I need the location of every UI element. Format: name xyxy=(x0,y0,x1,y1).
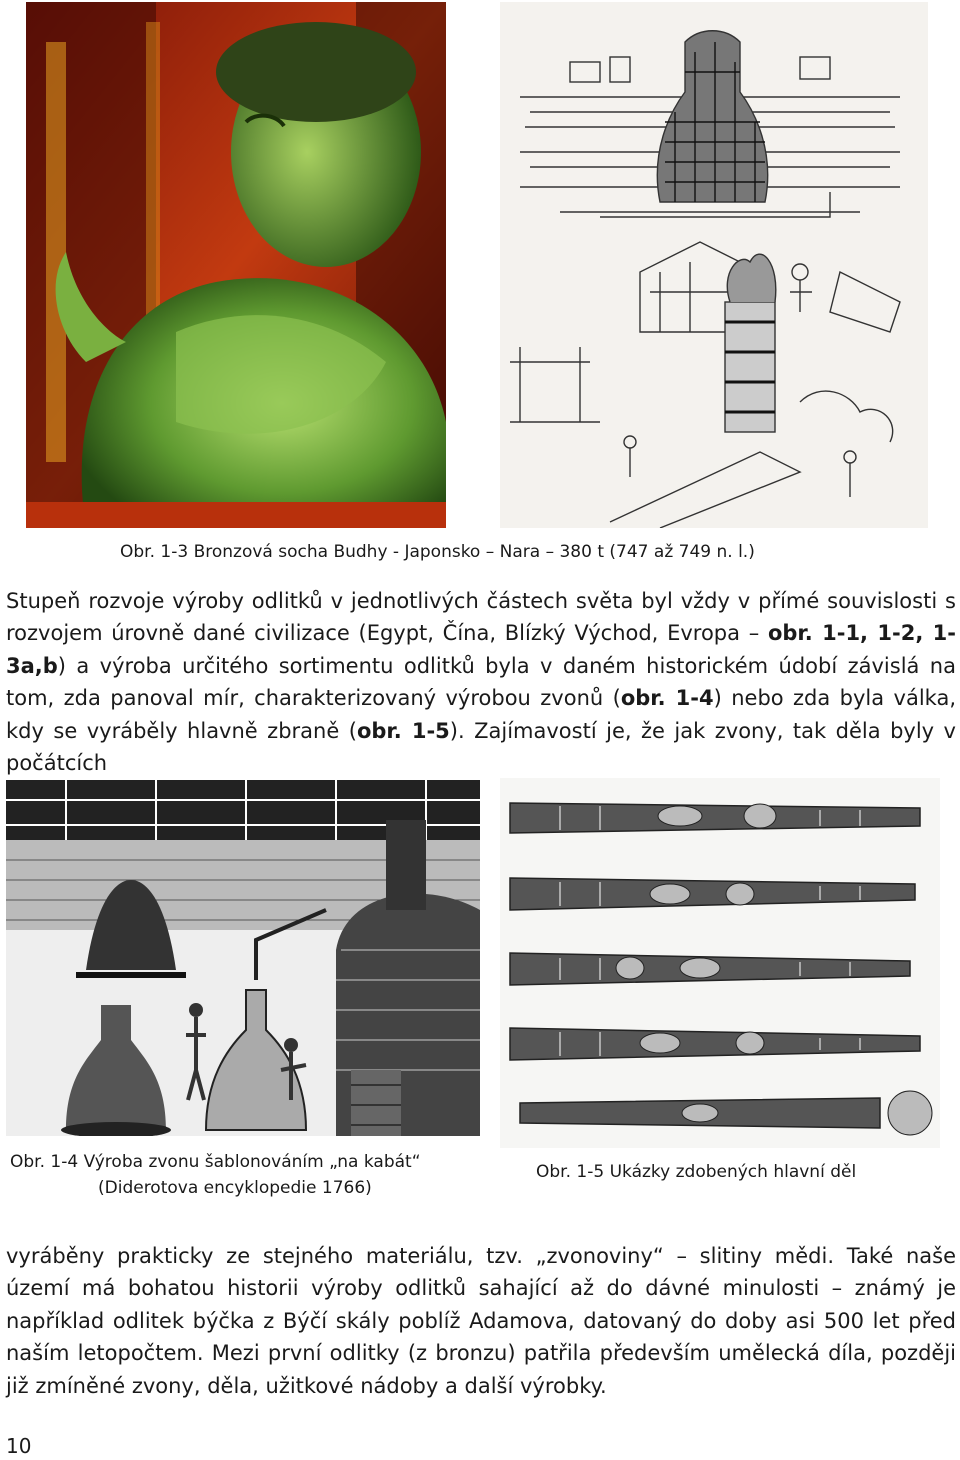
figure-1-4-caption-line1: Obr. 1-4 Výroba zvonu šablonováním „na kabát“ xyxy=(10,1152,421,1172)
paragraph-2: vyráběny prakticky ze stejného materiálu, tzv. „zvonoviny“ – slitiny mědi. Také naše území má bohatou historii výroby odlitků sahající až do dávné minulosti – známý je například odlitek býčka z Býčí skály poblíž Adamova, datovaný do doby asi 500 let před naším letopočtem. Mezi první odlitky (z bronzu) patřila především umělecká díla, později již zmíněné zvony, děla, užitkové nádoby a další výrobky. xyxy=(6,1244,956,1398)
figure-1-3-caption: Obr. 1-3 Bronzová socha Budhy - Japonsko – Nara – 380 t (747 až 749 n. l.) xyxy=(120,542,755,562)
para1-text-4: ). Zajímavostí je, že jak zvony, tak děla byly v počátcích xyxy=(6,718,956,776)
figure-1-5-caption: Obr. 1-5 Ukázky zdobených hlavní děl xyxy=(536,1162,857,1182)
figure-1-4-caption-line2: (Diderotova encyklopedie 1766) xyxy=(98,1178,372,1198)
ref-obr-1-1-1-2-1-3: obr. 1-1, 1-2, 1-3a,b xyxy=(6,621,956,678)
para1-text-3: ) nebo zda byla válka, kdy se vyráběly hlavně zbraně ( xyxy=(6,686,957,743)
ref-obr-1-5: obr. 1-5 xyxy=(356,718,450,743)
paragraph-1 xyxy=(6,585,956,779)
page-number: 10 xyxy=(6,1434,32,1458)
bell-foundry-engraving xyxy=(6,780,480,1136)
cannon-barrels-engraving xyxy=(500,778,940,1148)
para1-text-1: Stupeň rozvoje výroby odlitků v jednotlivých částech světa byl vždy v přímé souvislosti s rozvojem úrovně dané civilizace (Egypt, Čína, Blízký Východ, Evropa – xyxy=(6,589,956,646)
para1-text-2: ) a výroba určitého sortimentu odlitků byla v daném historickém údobí závislá na tom, zda panoval mír, charakterizovaný výrobou zvonů ( xyxy=(6,653,956,711)
buddha-photo xyxy=(26,2,446,528)
mold-drawing xyxy=(500,2,928,528)
ref-obr-1-4: obr. 1-4 xyxy=(620,686,714,711)
